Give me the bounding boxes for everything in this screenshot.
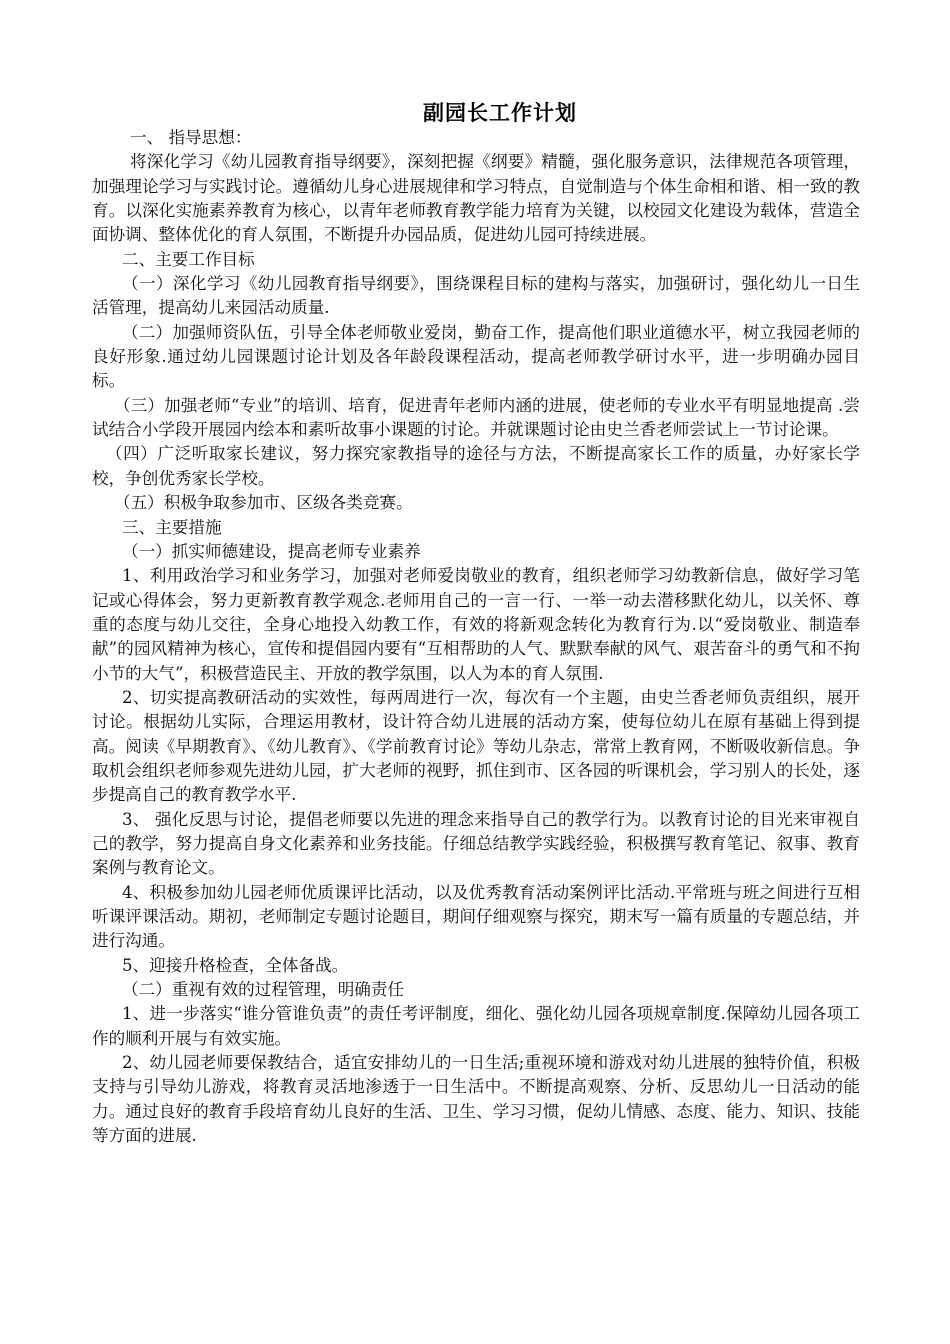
paragraph: 2、幼儿园老师要保教结合，适宜安排幼儿的一日生活;重视环境和游戏对幼儿进展的独特价值，积极支持与引导幼儿游戏，将教育灵活地渗透于一日生活中。不断提高观察、分析、反思幼儿一日活动的能力。通过良好的教育手段培育幼儿良好的生活、卫生、学习习惯，促幼儿情感、态度、能力、知识、技能等方面的进展. [92, 1053, 860, 1146]
section-heading: 一、 指导思想： [130, 128, 252, 147]
paragraph: 4、积极参加幼儿园老师优质课评比活动，以及优秀教育活动案例评比活动.平常班与班之间进行互相听课评课活动。期初，老师制定专题讨论题目，期间仔细观察与探究，期末写一篇有质量的专题总结，并进行沟通。 [92, 882, 860, 951]
section-heading: 二、主要工作目标 [122, 249, 255, 269]
paragraph: 1、进一步落实“谁分管谁负责”的责任考评制度，细化、强化幼儿园各项规章制度.保障幼儿园各项工作的顺利开展与有效实施。 [92, 1004, 860, 1048]
paragraph: 3、 强化反思与讨论，提倡老师要以先进的理念来指导自己的教学行为。以教育讨论的目光来审视自己的教学，努力提高自身文化素养和业务技能。仔细总结教学实践经验，积极撰写教育笔记、叙事、教育案例与教育论文。 [92, 809, 860, 878]
document-body [92, 126, 860, 1148]
paragraph: （四）广泛听取家长建议，努力探究家教指导的途径与方法，不断提高家长工作的质量，办好家长学校，争创优秀家长学校。 [92, 444, 860, 488]
subsection-heading: （一）抓实师德建设，提高老师专业素养 [122, 541, 421, 561]
paragraph: 1、利用政治学习和业务学习，加强对老师爱岗敬业的教育，组织老师学习幼教新信息，做好学习笔记或心得体会，努力更新教育教学观念.老师用自己的一言一行、一举一动去潜移默化幼儿，以关怀、尊重的态度与幼儿交往，全身心地投入幼教工作，有效的将新观念转化为教育行为.以“爱岗敬业、制造奉献”的园风精神为核心，宣传和提倡园内要有“互相帮助的人气、默默奉献的风气、艰苦奋斗的勇气和不拘小节的大气”，积极营造民主、开放的教学氛围，以人为本的育人氛围. [92, 566, 860, 683]
paragraph: （一）深化学习《幼儿园教育指导纲要》，围绕课程目标的建构与落实，加强研讨，强化幼儿一日生活管理，提高幼儿来园活动质量. [92, 274, 860, 318]
paragraph: （五）积极争取参加市、区级各类竞赛。 [114, 493, 413, 513]
subsection-heading: （二）重视有效的过程管理，明确责任 [122, 980, 405, 1000]
section-heading: 三、主要措施 [122, 517, 222, 537]
document-title: 副园长工作计划 [423, 101, 577, 125]
paragraph: 将深化学习《幼儿园教育指导纲要》，深刻把握《纲要》精髓，强化服务意识，法律规范各项管理，加强理论学习与实践讨论。遵循幼儿身心进展规律和学习特点，自觉制造与个体生命相和谐、相一致的教育。以深化实施素养教育为核心，以青年老师教育教学能力培育为关键，以校园文化建设为载体，营造全面协调、整体优化的育人氛围，不断提升办园品质，促进幼儿园可持续进展。 [92, 152, 860, 245]
paragraph: 5、迎接升格检查，全体备战。 [122, 955, 349, 975]
paragraph: （二）加强师资队伍，引导全体老师敬业爱岗，勤奋工作，提高他们职业道德水平，树立我园老师的良好形象.通过幼儿园课题讨论计划及各年龄段课程活动，提高老师教学研讨水平，进一步明确办园目标。 [92, 322, 860, 391]
paragraph: 2、切实提高教研活动的实效性，每两周进行一次，每次有一个主题，由史兰香老师负责组织，展开讨论。根据幼儿实际，合理运用教材，设计符合幼儿进展的活动方案，使每位幼儿在原有基础上得到提高。阅读《早期教育》、《幼儿教育》、《学前教育讨论》等幼儿杂志，常常上教育网，不断吸收新信息。争取机会组织老师参观先进幼儿园，扩大老师的视野，抓住到市、区各园的听课机会，学习别人的长处，逐步提高自己的教育教学水平. [92, 687, 860, 805]
paragraph: （三）加强老师“专业”的培训、培育，促进青年老师内涵的进展，使老师的专业水平有明显地提高 .尝试结合小学段开展园内绘本和素听故事小课题的讨论。并就课题讨论由史兰香老师尝试上一节讨论课。 [92, 395, 860, 440]
